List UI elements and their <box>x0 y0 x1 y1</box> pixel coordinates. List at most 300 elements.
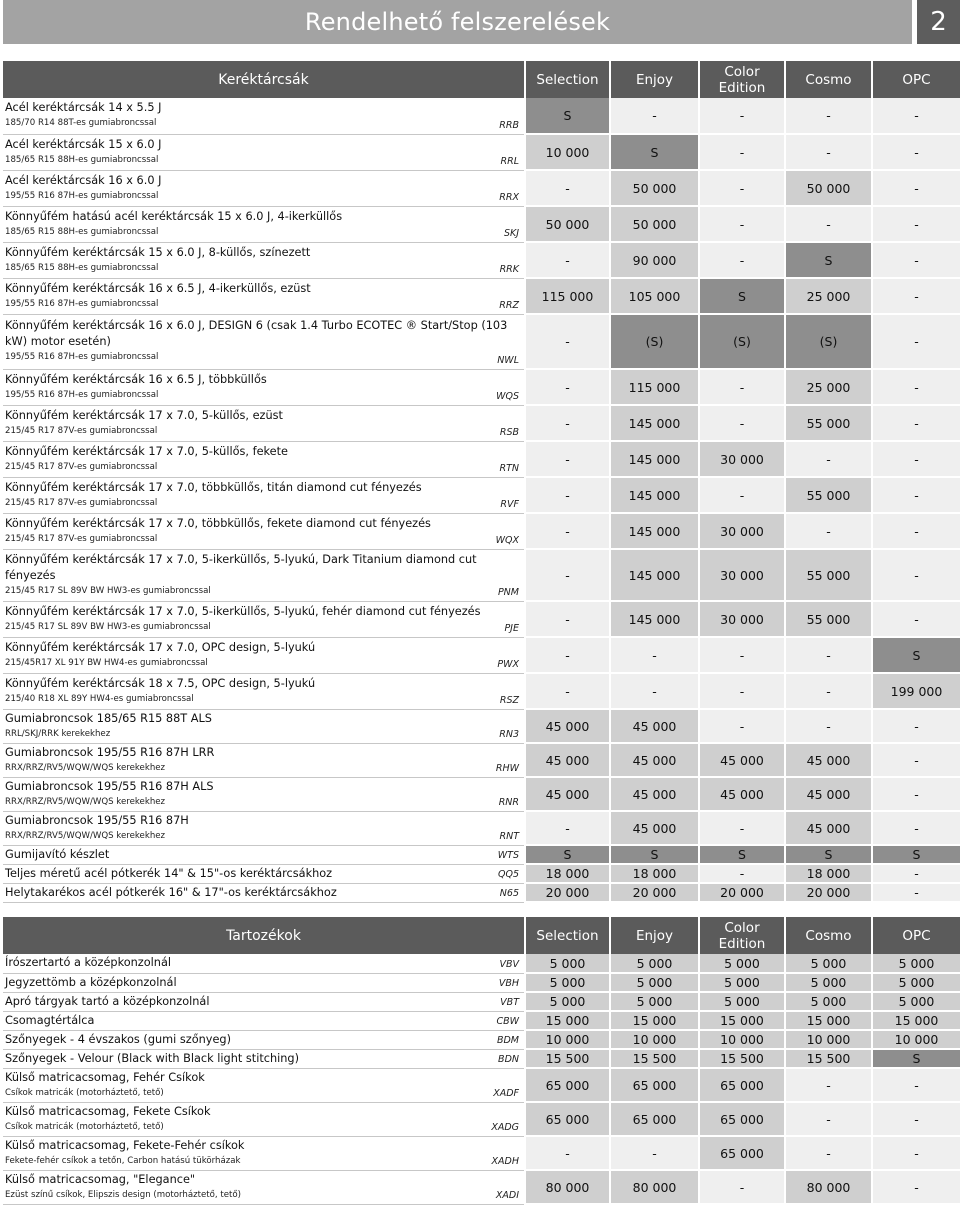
price-cell-selection: - <box>525 477 610 513</box>
price-cell-selection: - <box>525 811 610 845</box>
price-cell-color-edition: 20 000 <box>699 883 785 902</box>
option-detail: 215/45 R17 87V-es gumiabroncssal <box>5 425 158 436</box>
price-cell-opc: 15 000 <box>872 1011 960 1030</box>
price-cell-enjoy: 10 000 <box>610 1030 699 1049</box>
option-name: Szőnyegek - Velour (Black with Black light stitching) <box>5 1051 300 1065</box>
option-description <box>3 1136 525 1170</box>
price-cell-color-edition: - <box>699 134 785 170</box>
price-cell-enjoy: 115 000 <box>610 369 699 405</box>
option-description <box>3 369 525 405</box>
price-cell-enjoy: 45 000 <box>610 777 699 811</box>
price-cell-cosmo: S <box>785 242 872 278</box>
wheel-option-row <box>3 441 960 477</box>
option-code: N65 <box>499 887 519 899</box>
price-cell-selection: - <box>525 242 610 278</box>
option-code: CBW <box>496 1015 519 1027</box>
price-cell-enjoy: 145 000 <box>610 513 699 549</box>
option-code: RTN <box>499 462 519 474</box>
price-cell-cosmo: - <box>785 206 872 242</box>
price-cell-selection: - <box>525 549 610 601</box>
option-name: Könnyűfém hatású acél keréktárcsák 15 x 6.0 J, 4-ikerküllős <box>5 209 343 223</box>
option-description <box>3 278 525 314</box>
price-cell-enjoy: S <box>610 845 699 864</box>
option-description <box>3 98 525 134</box>
option-detail: RRX/RRZ/RV5/WQW/WQS kerekekhez <box>5 830 166 841</box>
price-cell-color-edition: - <box>699 170 785 206</box>
price-cell-enjoy: 20 000 <box>610 883 699 902</box>
option-name: Könnyűfém keréktárcsák 17 x 7.0, 5-ikerküllős, 5-lyukú, Dark Titanium diamond cut fényezés <box>5 552 477 582</box>
option-code: RHW <box>495 762 519 774</box>
option-code: RRZ <box>499 299 519 311</box>
price-cell-cosmo: 25 000 <box>785 369 872 405</box>
price-cell-enjoy: 145 000 <box>610 601 699 637</box>
option-description <box>3 441 525 477</box>
price-cell-cosmo: 15 000 <box>785 1011 872 1030</box>
price-cell-cosmo: - <box>785 673 872 709</box>
option-detail: Csíkok matricák (motorháztető, tető) <box>5 1087 164 1098</box>
price-cell-cosmo: 50 000 <box>785 170 872 206</box>
price-cell-enjoy: 145 000 <box>610 441 699 477</box>
accessory-option-row <box>3 1030 960 1049</box>
column-header-cosmo: Cosmo <box>785 61 872 98</box>
price-cell-opc: - <box>872 477 960 513</box>
price-cell-opc: S <box>872 845 960 864</box>
price-cell-cosmo: 55 000 <box>785 405 872 441</box>
price-cell-enjoy: 18 000 <box>610 864 699 883</box>
price-cell-enjoy: 50 000 <box>610 206 699 242</box>
option-name: Könnyűfém keréktárcsák 18 x 7.5, OPC design, 5-lyukú <box>5 676 316 690</box>
price-cell-opc: - <box>872 1102 960 1136</box>
price-cell-cosmo: - <box>785 1068 872 1102</box>
option-detail: 185/65 R15 88H-es gumiabroncssal <box>5 154 159 165</box>
option-detail: RRL/SKJ/RRK kerekekhez <box>5 728 111 739</box>
price-cell-opc: - <box>872 134 960 170</box>
accessory-option-row <box>3 973 960 992</box>
wheel-option-row <box>3 134 960 170</box>
price-cell-color-edition: 30 000 <box>699 441 785 477</box>
price-cell-enjoy: - <box>610 637 699 673</box>
option-description <box>3 845 525 864</box>
option-code: PNM <box>497 586 519 598</box>
option-code: WQX <box>495 534 519 546</box>
option-code: XADG <box>491 1121 519 1133</box>
wheel-option-row <box>3 513 960 549</box>
price-cell-selection: 5 000 <box>525 973 610 992</box>
option-name: Könnyűfém keréktárcsák 16 x 6.5 J, többküllős <box>5 372 267 386</box>
option-name: Külső matricacsomag, Fekete-Fehér csíkok <box>5 1138 245 1152</box>
option-code: RRL <box>500 155 519 167</box>
wheel-option-row <box>3 811 960 845</box>
price-cell-color-edition: 30 000 <box>699 549 785 601</box>
option-code: RNT <box>499 830 519 842</box>
option-name: Külső matricacsomag, Fekete Csíkok <box>5 1104 211 1118</box>
price-cell-enjoy: 90 000 <box>610 242 699 278</box>
option-name: Gumiabroncsok 195/55 R16 87H ALS <box>5 779 214 793</box>
wheel-option-row <box>3 777 960 811</box>
option-detail: 215/45 R17 SL 89V BW HW3-es gumiabroncssal <box>5 621 211 632</box>
column-header-color-edition: Color Edition <box>699 61 785 98</box>
price-cell-opc: - <box>872 242 960 278</box>
price-cell-color-edition: - <box>699 864 785 883</box>
price-cell-color-edition: 15 000 <box>699 1011 785 1030</box>
option-description <box>3 864 525 883</box>
option-code: PJE <box>504 622 519 634</box>
accessory-option-row <box>3 1049 960 1068</box>
price-cell-cosmo: (S) <box>785 314 872 369</box>
price-cell-enjoy: (S) <box>610 314 699 369</box>
wheel-option-row <box>3 864 960 883</box>
option-name: Szőnyegek - 4 évszakos (gumi szőnyeg) <box>5 1032 231 1046</box>
price-cell-opc: - <box>872 278 960 314</box>
price-cell-cosmo: - <box>785 709 872 743</box>
price-cell-color-edition: 30 000 <box>699 601 785 637</box>
option-description <box>3 601 525 637</box>
accessory-option-row <box>3 1170 960 1204</box>
column-header-cosmo: Cosmo <box>785 917 872 954</box>
price-cell-selection: S <box>525 845 610 864</box>
price-cell-enjoy: 45 000 <box>610 709 699 743</box>
option-name: Gumijavító készlet <box>5 847 110 861</box>
price-cell-selection: 5 000 <box>525 992 610 1011</box>
option-code: RNR <box>498 796 519 808</box>
price-cell-enjoy: 15 000 <box>610 1011 699 1030</box>
price-cell-selection: 115 000 <box>525 278 610 314</box>
wheel-option-row <box>3 477 960 513</box>
option-name: Acél keréktárcsák 14 x 5.5 J <box>5 101 162 115</box>
price-cell-cosmo: 45 000 <box>785 777 872 811</box>
option-description <box>3 673 525 709</box>
option-name: Teljes méretű acél pótkerék 14" & 15"-os keréktárcsákhoz <box>5 866 333 880</box>
option-description <box>3 477 525 513</box>
price-cell-cosmo: 15 500 <box>785 1049 872 1068</box>
price-cell-selection: 45 000 <box>525 743 610 777</box>
option-detail: 185/70 R14 88T-es gumiabroncssal <box>5 118 157 129</box>
option-name: Apró tárgyak tartó a középkonzolnál <box>5 994 210 1008</box>
accessories-table <box>3 917 960 1205</box>
price-cell-opc: 5 000 <box>872 954 960 973</box>
price-cell-cosmo: - <box>785 1136 872 1170</box>
option-name: Gumiabroncsok 185/65 R15 88T ALS <box>5 711 212 725</box>
price-cell-color-edition: 65 000 <box>699 1136 785 1170</box>
price-cell-enjoy: 145 000 <box>610 477 699 513</box>
option-detail: 185/65 R15 88H-es gumiabroncssal <box>5 262 159 273</box>
accessories-header-row <box>3 917 960 954</box>
price-cell-selection: 45 000 <box>525 709 610 743</box>
price-cell-enjoy: 15 500 <box>610 1049 699 1068</box>
price-cell-color-edition: 65 000 <box>699 1068 785 1102</box>
option-description <box>3 242 525 278</box>
option-description <box>3 709 525 743</box>
wheel-option-row <box>3 883 960 902</box>
option-name: Írószertartó a középkonzolnál <box>5 956 172 970</box>
price-cell-color-edition: - <box>699 709 785 743</box>
section-title-accessories: Tartozékok <box>3 917 525 954</box>
option-name: Könnyűfém keréktárcsák 16 x 6.0 J, DESIGN 6 (csak 1.4 Turbo ECOTEC ® Start/Stop (103 kW) motor esetén) <box>5 319 508 348</box>
price-cell-cosmo: - <box>785 513 872 549</box>
price-cell-cosmo: 10 000 <box>785 1030 872 1049</box>
price-cell-cosmo: 5 000 <box>785 954 872 973</box>
option-name: Külső matricacsomag, Fehér Csíkok <box>5 1070 205 1084</box>
option-description <box>3 1170 525 1204</box>
wheel-option-row <box>3 637 960 673</box>
price-cell-cosmo: - <box>785 98 872 134</box>
accessory-option-row <box>3 1102 960 1136</box>
option-detail: 185/65 R15 88H-es gumiabroncssal <box>5 226 159 237</box>
price-cell-enjoy: 45 000 <box>610 811 699 845</box>
option-name: Könnyűfém keréktárcsák 17 x 7.0, 5-küllős, ezüst <box>5 408 283 422</box>
option-code: RRK <box>499 263 519 275</box>
option-description <box>3 1102 525 1136</box>
accessory-option-row <box>3 954 960 973</box>
price-cell-opc: - <box>872 709 960 743</box>
wheel-option-row <box>3 709 960 743</box>
price-cell-selection: 80 000 <box>525 1170 610 1204</box>
price-cell-cosmo: - <box>785 441 872 477</box>
option-description <box>3 513 525 549</box>
price-cell-opc: - <box>872 883 960 902</box>
price-cell-color-edition: - <box>699 369 785 405</box>
option-description <box>3 549 525 601</box>
option-description <box>3 811 525 845</box>
option-description <box>3 743 525 777</box>
price-cell-opc: 5 000 <box>872 973 960 992</box>
price-cell-color-edition: 10 000 <box>699 1030 785 1049</box>
price-cell-color-edition: - <box>699 98 785 134</box>
price-cell-selection: - <box>525 601 610 637</box>
option-code: XADH <box>491 1155 519 1167</box>
price-cell-enjoy: 65 000 <box>610 1068 699 1102</box>
price-cell-selection: 5 000 <box>525 954 610 973</box>
price-cell-enjoy: - <box>610 1136 699 1170</box>
option-detail: RRX/RRZ/RV5/WQW/WQS kerekekhez <box>5 762 166 773</box>
option-code: SKJ <box>503 227 519 239</box>
price-cell-cosmo: - <box>785 637 872 673</box>
wheel-option-row <box>3 369 960 405</box>
price-cell-opc: - <box>872 513 960 549</box>
price-cell-color-edition: 5 000 <box>699 992 785 1011</box>
price-cell-selection: 65 000 <box>525 1102 610 1136</box>
price-cell-cosmo: 45 000 <box>785 811 872 845</box>
price-cell-selection: 50 000 <box>525 206 610 242</box>
option-code: WTS <box>497 849 519 861</box>
price-cell-selection: 15 000 <box>525 1011 610 1030</box>
option-description <box>3 1011 525 1030</box>
option-description <box>3 777 525 811</box>
price-cell-color-edition: - <box>699 811 785 845</box>
price-cell-cosmo: 55 000 <box>785 477 872 513</box>
price-cell-selection: - <box>525 1136 610 1170</box>
price-cell-selection: - <box>525 314 610 369</box>
option-code: BDN <box>498 1053 519 1065</box>
price-cell-opc: - <box>872 405 960 441</box>
option-description <box>3 1068 525 1102</box>
option-detail: 215/45R17 XL 91Y BW HW4-es gumiabroncssal <box>5 657 208 668</box>
price-cell-selection: S <box>525 98 610 134</box>
price-cell-opc: - <box>872 1170 960 1204</box>
price-cell-selection: - <box>525 170 610 206</box>
option-description <box>3 1049 525 1068</box>
option-detail: Csíkok matricák (motorháztető, tető) <box>5 1121 164 1132</box>
option-name: Gumiabroncsok 195/55 R16 87H LRR <box>5 745 215 759</box>
price-cell-selection: - <box>525 405 610 441</box>
wheel-option-row <box>3 242 960 278</box>
price-cell-opc: - <box>872 206 960 242</box>
option-detail: 215/40 R18 XL 89Y HW4-es gumiabroncssal <box>5 693 194 704</box>
price-cell-color-edition: (S) <box>699 314 785 369</box>
price-cell-color-edition: - <box>699 477 785 513</box>
option-detail: RRX/RRZ/RV5/WQW/WQS kerekekhez <box>5 796 166 807</box>
column-header-opc: OPC <box>872 917 960 954</box>
page-number: 2 <box>917 0 960 44</box>
column-header-opc: OPC <box>872 61 960 98</box>
option-code: RSB <box>499 426 519 438</box>
accessory-option-row <box>3 1136 960 1170</box>
option-description <box>3 637 525 673</box>
price-cell-cosmo: 20 000 <box>785 883 872 902</box>
price-cell-enjoy: 105 000 <box>610 278 699 314</box>
option-detail: Ezüst színű csíkok, Elipszis design (motorháztető, tető) <box>5 1189 242 1200</box>
option-detail: 195/55 R16 87H-es gumiabroncssal <box>5 298 159 309</box>
price-cell-opc: 199 000 <box>872 673 960 709</box>
price-cell-cosmo: 80 000 <box>785 1170 872 1204</box>
price-cell-selection: 15 500 <box>525 1049 610 1068</box>
price-cell-cosmo: 25 000 <box>785 278 872 314</box>
option-detail: 215/45 R17 87V-es gumiabroncssal <box>5 533 158 544</box>
price-cell-enjoy: 80 000 <box>610 1170 699 1204</box>
page-title: Rendelhető felszerelések <box>3 0 912 44</box>
option-code: RRX <box>499 191 519 203</box>
price-cell-cosmo: 18 000 <box>785 864 872 883</box>
option-code: VBT <box>500 996 519 1008</box>
option-detail: 215/45 R17 SL 89V BW HW3-es gumiabroncssal <box>5 585 211 596</box>
option-code: XADI <box>495 1189 519 1201</box>
price-cell-color-edition: - <box>699 673 785 709</box>
price-cell-enjoy: S <box>610 134 699 170</box>
price-cell-color-edition: - <box>699 405 785 441</box>
price-cell-opc: - <box>872 743 960 777</box>
option-description <box>3 1030 525 1049</box>
wheel-option-row <box>3 743 960 777</box>
price-cell-opc: - <box>872 170 960 206</box>
price-cell-selection: 10 000 <box>525 1030 610 1049</box>
option-name: Gumiabroncsok 195/55 R16 87H <box>5 813 189 827</box>
price-cell-enjoy: 145 000 <box>610 405 699 441</box>
price-cell-cosmo: S <box>785 845 872 864</box>
option-code: XADF <box>493 1087 519 1099</box>
price-cell-color-edition: - <box>699 637 785 673</box>
price-cell-selection: - <box>525 513 610 549</box>
option-description <box>3 954 525 973</box>
price-cell-opc: 10 000 <box>872 1030 960 1049</box>
wheel-option-row <box>3 206 960 242</box>
price-cell-opc: - <box>872 777 960 811</box>
option-code: RVF <box>500 498 519 510</box>
price-cell-cosmo: 55 000 <box>785 601 872 637</box>
column-header-enjoy: Enjoy <box>610 917 699 954</box>
price-cell-selection: 20 000 <box>525 883 610 902</box>
price-cell-opc: - <box>872 549 960 601</box>
option-code: QQ5 <box>498 868 519 880</box>
option-name: Helytakarékos acél pótkerék 16" & 17"-os keréktárcsákhoz <box>5 885 337 899</box>
wheel-option-row <box>3 673 960 709</box>
price-cell-color-edition: 15 500 <box>699 1049 785 1068</box>
option-name: Könnyűfém keréktárcsák 15 x 6.0 J, 8-küllős, színezett <box>5 245 311 259</box>
option-detail: 195/55 R16 87H-es gumiabroncssal <box>5 190 159 201</box>
price-cell-enjoy: 5 000 <box>610 973 699 992</box>
option-code: RRB <box>499 119 519 131</box>
price-cell-color-edition: 45 000 <box>699 777 785 811</box>
price-cell-selection: - <box>525 673 610 709</box>
option-description <box>3 992 525 1011</box>
price-cell-color-edition: 30 000 <box>699 513 785 549</box>
wheel-option-row <box>3 845 960 864</box>
wheel-option-row <box>3 278 960 314</box>
option-name: Külső matricacsomag, "Elegance" <box>5 1172 196 1186</box>
wheel-option-row <box>3 549 960 601</box>
option-name: Könnyűfém keréktárcsák 17 x 7.0, 5-ikerküllős, 5-lyukú, fehér diamond cut fényezés <box>5 604 481 618</box>
accessory-option-row <box>3 1068 960 1102</box>
option-name: Könnyűfém keréktárcsák 16 x 6.5 J, 4-ikerküllős, ezüst <box>5 281 311 295</box>
price-cell-enjoy: 5 000 <box>610 954 699 973</box>
option-detail: 215/45 R17 87V-es gumiabroncssal <box>5 497 158 508</box>
option-code: WQS <box>496 390 519 402</box>
option-detail: 195/55 R16 87H-es gumiabroncssal <box>5 389 159 400</box>
price-cell-color-edition: - <box>699 242 785 278</box>
price-cell-opc: - <box>872 441 960 477</box>
section-title-wheels: Keréktárcsák <box>3 61 525 98</box>
column-header-enjoy: Enjoy <box>610 61 699 98</box>
price-cell-opc: - <box>872 811 960 845</box>
price-cell-opc: - <box>872 864 960 883</box>
option-detail: 215/45 R17 87V-es gumiabroncssal <box>5 461 158 472</box>
price-cell-color-edition: 5 000 <box>699 954 785 973</box>
accessory-option-row <box>3 1011 960 1030</box>
option-code: BDM <box>496 1034 519 1046</box>
price-cell-selection: 65 000 <box>525 1068 610 1102</box>
accessory-option-row <box>3 992 960 1011</box>
price-cell-selection: 45 000 <box>525 777 610 811</box>
option-description <box>3 170 525 206</box>
option-description <box>3 314 525 369</box>
option-name: Jegyzettömb a középkonzolnál <box>5 975 177 989</box>
wheels-header-row <box>3 61 960 98</box>
price-cell-color-edition: 65 000 <box>699 1102 785 1136</box>
wheel-option-row <box>3 601 960 637</box>
price-cell-opc: - <box>872 601 960 637</box>
price-cell-cosmo: 55 000 <box>785 549 872 601</box>
price-cell-color-edition: S <box>699 845 785 864</box>
option-code: RN3 <box>499 728 519 740</box>
column-header-color-edition: Color Edition <box>699 917 785 954</box>
option-description <box>3 206 525 242</box>
option-description <box>3 405 525 441</box>
option-detail: 195/55 R16 87H-es gumiabroncssal <box>5 352 159 362</box>
wheel-option-row <box>3 170 960 206</box>
column-header-selection: Selection <box>525 61 610 98</box>
price-cell-enjoy: 45 000 <box>610 743 699 777</box>
price-cell-opc: - <box>872 369 960 405</box>
price-cell-enjoy: 5 000 <box>610 992 699 1011</box>
option-name: Könnyűfém keréktárcsák 17 x 7.0, többküllős, titán diamond cut fényezés <box>5 480 422 494</box>
price-cell-selection: - <box>525 441 610 477</box>
wheel-option-row <box>3 98 960 134</box>
price-cell-selection: 18 000 <box>525 864 610 883</box>
option-description <box>3 134 525 170</box>
price-cell-cosmo: 5 000 <box>785 992 872 1011</box>
option-name: Könnyűfém keréktárcsák 17 x 7.0, OPC design, 5-lyukú <box>5 640 316 654</box>
price-cell-enjoy: - <box>610 673 699 709</box>
option-name: Acél keréktárcsák 16 x 6.0 J <box>5 173 162 187</box>
